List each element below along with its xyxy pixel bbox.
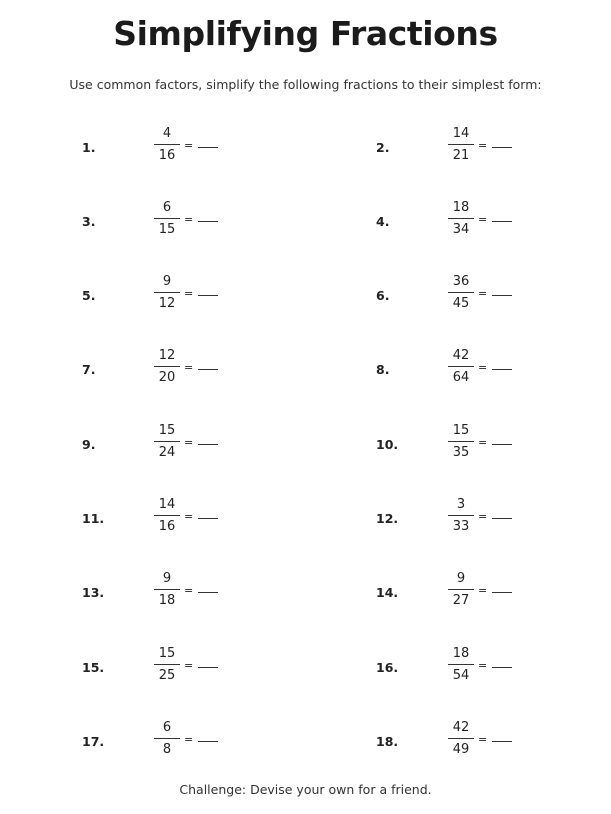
- answer-blank[interactable]: [198, 221, 218, 222]
- fraction: [152, 274, 182, 312]
- problem-number: 10.: [376, 437, 399, 452]
- problem-item: [376, 646, 606, 690]
- answer-blank[interactable]: [492, 295, 512, 296]
- problem-item: [376, 348, 606, 392]
- problem-item: [82, 274, 312, 318]
- answer-blank[interactable]: [198, 147, 218, 148]
- fraction: [152, 497, 182, 535]
- fraction-numerator: 18: [452, 200, 470, 215]
- fraction-numerator: 18: [452, 646, 470, 661]
- fraction: [152, 348, 182, 386]
- problem-number: 17.: [82, 734, 105, 749]
- equals-sign: =: [478, 213, 488, 226]
- problem-item: [376, 720, 606, 764]
- problem-number: 15.: [82, 660, 105, 675]
- equals-sign: =: [478, 287, 488, 300]
- fraction-numerator: 12: [158, 348, 176, 363]
- fraction-bar: [448, 515, 474, 516]
- fraction-bar: [154, 515, 180, 516]
- problem-number: 8.: [376, 362, 390, 377]
- answer-blank[interactable]: [492, 741, 512, 742]
- answer-blank[interactable]: [492, 369, 512, 370]
- fraction: [152, 720, 182, 758]
- fraction-denominator: 33: [452, 519, 470, 534]
- fraction: [152, 200, 182, 238]
- fraction-numerator: 36: [452, 274, 470, 289]
- equals-sign: =: [184, 213, 194, 226]
- answer-blank[interactable]: [492, 518, 512, 519]
- fraction: [446, 274, 476, 312]
- fraction-numerator: 9: [162, 571, 172, 586]
- problem-item: [82, 571, 312, 615]
- answer-blank[interactable]: [492, 444, 512, 445]
- fraction: [152, 423, 182, 461]
- fraction-numerator: 42: [452, 720, 470, 735]
- problem-number: 12.: [376, 511, 399, 526]
- fraction-denominator: 16: [158, 148, 176, 163]
- problem-item: [376, 423, 606, 467]
- problem-number: 4.: [376, 214, 390, 229]
- fraction: [152, 126, 182, 164]
- fraction-numerator: 4: [162, 126, 172, 141]
- equals-sign: =: [478, 361, 488, 374]
- fraction: [446, 571, 476, 609]
- equals-sign: =: [478, 584, 488, 597]
- fraction-denominator: 25: [158, 668, 176, 683]
- problem-item: [82, 646, 312, 690]
- equals-sign: =: [184, 659, 194, 672]
- fraction-bar: [448, 664, 474, 665]
- problem-number: 18.: [376, 734, 399, 749]
- fraction-bar: [154, 441, 180, 442]
- fraction-denominator: 54: [452, 668, 470, 683]
- fraction-bar: [448, 738, 474, 739]
- answer-blank[interactable]: [198, 667, 218, 668]
- problem-item: [376, 497, 606, 541]
- fraction: [446, 348, 476, 386]
- answer-blank[interactable]: [198, 369, 218, 370]
- problem-item: [82, 423, 312, 467]
- fraction-denominator: 34: [452, 222, 470, 237]
- problem-item: [82, 348, 312, 392]
- equals-sign: =: [184, 733, 194, 746]
- equals-sign: =: [184, 436, 194, 449]
- answer-blank[interactable]: [492, 667, 512, 668]
- equals-sign: =: [478, 510, 488, 523]
- fraction-numerator: 3: [456, 497, 466, 512]
- fraction: [152, 571, 182, 609]
- fraction-denominator: 18: [158, 593, 176, 608]
- fraction-numerator: 14: [452, 126, 470, 141]
- fraction-denominator: 27: [452, 593, 470, 608]
- problem-number: 3.: [82, 214, 96, 229]
- fraction: [152, 646, 182, 684]
- equals-sign: =: [184, 287, 194, 300]
- answer-blank[interactable]: [198, 592, 218, 593]
- problem-item: [82, 200, 312, 244]
- answer-blank[interactable]: [492, 147, 512, 148]
- answer-blank[interactable]: [492, 221, 512, 222]
- fraction-denominator: 12: [158, 296, 176, 311]
- fraction-denominator: 15: [158, 222, 176, 237]
- fraction-bar: [448, 292, 474, 293]
- fraction-numerator: 6: [162, 200, 172, 215]
- fraction-denominator: 16: [158, 519, 176, 534]
- fraction-denominator: 24: [158, 445, 176, 460]
- problem-item: [376, 200, 606, 244]
- equals-sign: =: [184, 510, 194, 523]
- problem-number: 7.: [82, 362, 96, 377]
- fraction: [446, 720, 476, 758]
- answer-blank[interactable]: [198, 741, 218, 742]
- fraction-bar: [448, 144, 474, 145]
- fraction-bar: [154, 664, 180, 665]
- fraction-numerator: 14: [158, 497, 176, 512]
- problem-number: 2.: [376, 140, 390, 155]
- fraction-numerator: 9: [456, 571, 466, 586]
- challenge-text: Challenge: Devise your own for a friend.: [179, 782, 432, 797]
- fraction-denominator: 20: [158, 370, 176, 385]
- fraction-bar: [154, 218, 180, 219]
- problem-number: 16.: [376, 660, 399, 675]
- fraction-numerator: 42: [452, 348, 470, 363]
- answer-blank[interactable]: [198, 444, 218, 445]
- fraction-bar: [154, 366, 180, 367]
- fraction-bar: [154, 589, 180, 590]
- problem-number: 13.: [82, 585, 105, 600]
- fraction-denominator: 45: [452, 296, 470, 311]
- fraction-bar: [154, 292, 180, 293]
- problem-number: 1.: [82, 140, 96, 155]
- equals-sign: =: [478, 659, 488, 672]
- problem-number: 11.: [82, 511, 105, 526]
- fraction-denominator: 8: [162, 742, 172, 757]
- fraction: [446, 497, 476, 535]
- fraction: [446, 200, 476, 238]
- problem-item: [82, 720, 312, 764]
- fraction-bar: [448, 366, 474, 367]
- fraction: [446, 423, 476, 461]
- fraction-bar: [154, 144, 180, 145]
- fraction-numerator: 6: [162, 720, 172, 735]
- instructions-text: Use common factors, simplify the following fractions to their simplest form:: [69, 77, 542, 92]
- problem-number: 6.: [376, 288, 390, 303]
- fraction-denominator: 64: [452, 370, 470, 385]
- fraction-numerator: 9: [162, 274, 172, 289]
- problem-item: [376, 571, 606, 615]
- equals-sign: =: [478, 139, 488, 152]
- answer-blank[interactable]: [198, 518, 218, 519]
- equals-sign: =: [478, 436, 488, 449]
- fraction-denominator: 49: [452, 742, 470, 757]
- problem-number: 5.: [82, 288, 96, 303]
- page-title: Simplifying Fractions: [113, 14, 498, 53]
- fraction-bar: [448, 441, 474, 442]
- fraction-numerator: 15: [452, 423, 470, 438]
- equals-sign: =: [184, 361, 194, 374]
- problem-number: 14.: [376, 585, 399, 600]
- problem-number: 9.: [82, 437, 96, 452]
- fraction-bar: [448, 589, 474, 590]
- answer-blank[interactable]: [492, 592, 512, 593]
- fraction-numerator: 15: [158, 423, 176, 438]
- fraction-denominator: 35: [452, 445, 470, 460]
- fraction: [446, 646, 476, 684]
- fraction-bar: [448, 218, 474, 219]
- fraction-denominator: 21: [452, 148, 470, 163]
- equals-sign: =: [184, 584, 194, 597]
- fraction-bar: [154, 738, 180, 739]
- equals-sign: =: [184, 139, 194, 152]
- problem-item: [82, 497, 312, 541]
- problem-item: [82, 126, 312, 170]
- equals-sign: =: [478, 733, 488, 746]
- answer-blank[interactable]: [198, 295, 218, 296]
- fraction-numerator: 15: [158, 646, 176, 661]
- problem-item: [376, 126, 606, 170]
- problem-item: [376, 274, 606, 318]
- fraction: [446, 126, 476, 164]
